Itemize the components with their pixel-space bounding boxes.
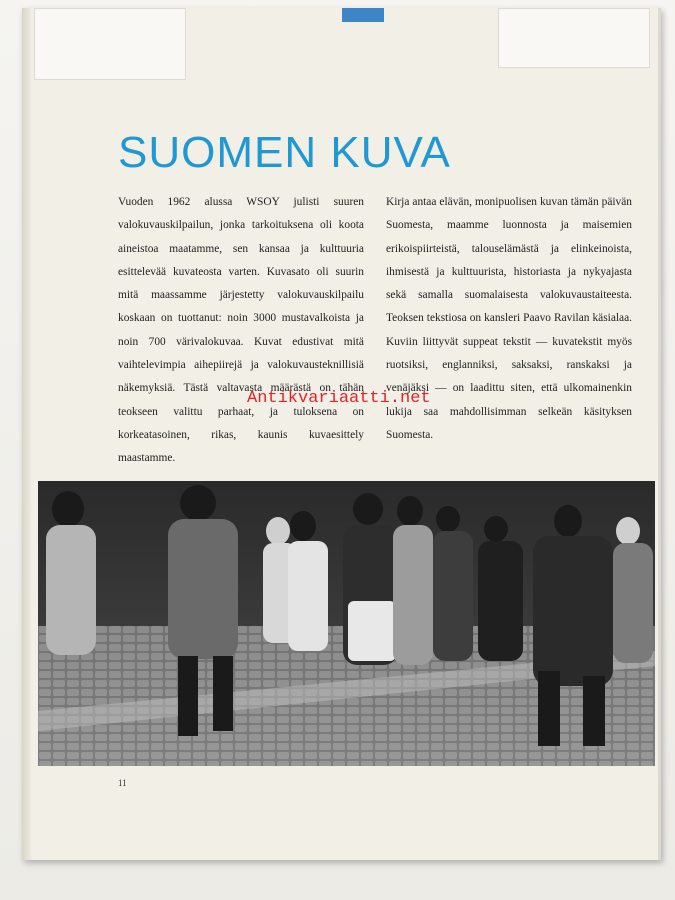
page-number: 11 (118, 778, 127, 788)
photo-illustration (38, 481, 655, 766)
street-crowd-photo (38, 481, 655, 766)
protective-tape-left (34, 8, 186, 80)
spine-edge (22, 8, 32, 860)
book-title: SUOMEN KUVA (118, 128, 451, 177)
paragraph-right: Kirja antaa elävän, monipuolisen kuvan tämän päivän Suomesta, maamme luonnosta ja maisemien erikoispiirteistä, talouselämästä ja elinkeinoista, ihmisestä ja kulttuurista, historiasta ja nykyajasta sekä samalla suomalaisesta valokuvaustaiteesta. Teoksen tekstiosa on kansleri Paavo Ravilan käsialaa. Kuviin liittyvät suppeat tekstit — kuvatekstit myös ruotsiksi, englanniksi, saksaksi, ranskaksi ja venäjäksi — on laadittu siten, että ulkomainenkin lukija saa mahdollisimman selkeän käsityksen Suomesta. (386, 196, 632, 441)
text-column-right (386, 191, 632, 447)
protective-tape-right (498, 8, 650, 68)
watermark-text: Antikvariaatti.net (247, 389, 431, 408)
paragraph-left: Vuoden 1962 alussa WSOY julisti suuren valokuvauskilpailun, jonka tarkoituksena oli koota aineistoa maatamme, sen kansaa ja kulttuuria esittelevää kuvateosta varten. Kuvasato oli suurin mitä maassamme järjestetty valokuvauskilpailu koskaan on tuottanut: noin 3000 mustavalkoista ja noin 700 värivalokuvaa. Kuvat edustivat mitä vaihtelevimpia aihepiirejä ja valokuvausteknillisiä näkemyksiä. Tästä valtavasta määrästä on tähän teokseen valittu parhaat, ja tuloksena on korkeatasoinen, rikas, kaunis kuvaesittely maastamme. (118, 196, 364, 465)
text-column-left (118, 191, 364, 471)
blue-tab (342, 8, 384, 22)
